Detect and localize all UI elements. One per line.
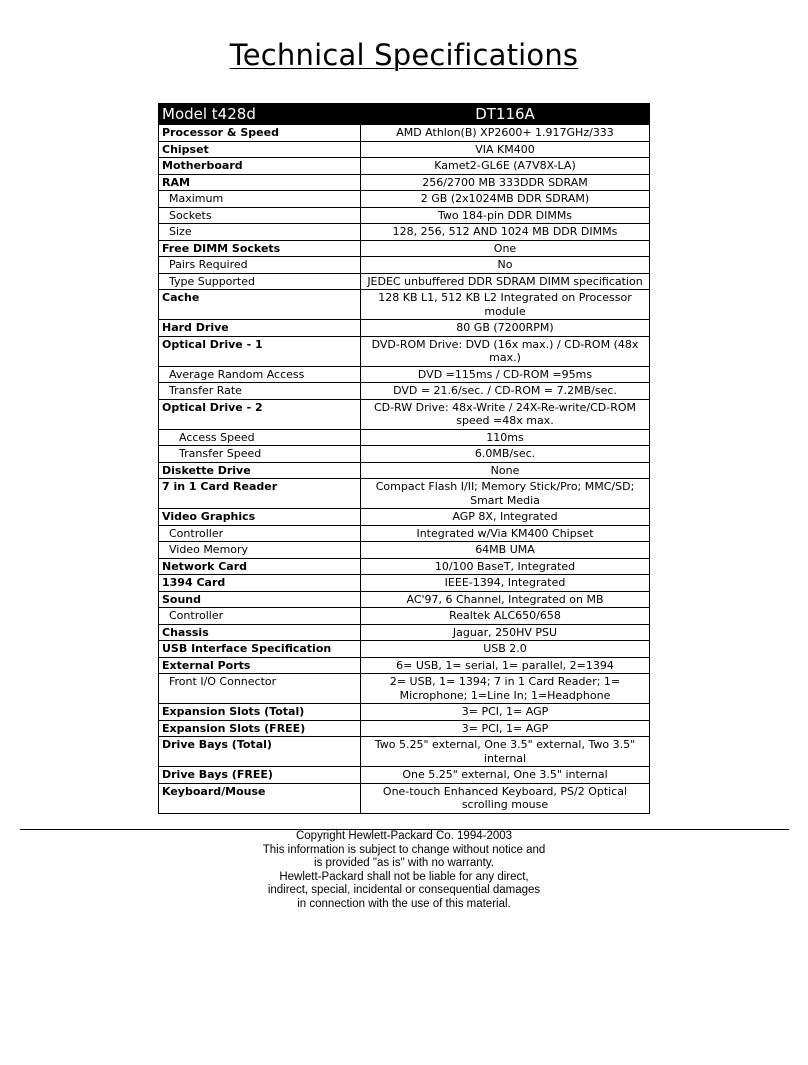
table-row: [159, 224, 650, 241]
table-row: [159, 704, 650, 721]
spec-value: 80 GB (7200RPM): [361, 320, 650, 337]
spec-value: AGP 8X, Integrated: [361, 509, 650, 526]
spec-value: 128 KB L1, 512 KB L2 Integrated on Processor module: [361, 290, 650, 320]
table-row: [159, 767, 650, 784]
spec-value: 2 GB (2x1024MB DDR SDRAM): [361, 191, 650, 208]
page-title: Technical Specifications: [229, 38, 579, 72]
spec-value: 128, 256, 512 AND 1024 MB DDR DIMMs: [361, 224, 650, 241]
spec-label: Access Speed: [159, 429, 361, 446]
spec-label: Optical Drive - 1: [159, 336, 361, 366]
table-row: [159, 366, 650, 383]
spec-label: Optical Drive - 2: [159, 399, 361, 429]
spec-value: Kamet2-GL6E (A7V8X-LA): [361, 158, 650, 175]
table-row: [159, 257, 650, 274]
table-row: [159, 290, 650, 320]
spec-value: One 5.25" external, One 3.5" internal: [361, 767, 650, 784]
table-row: [159, 542, 650, 559]
table-row: [159, 624, 650, 641]
copyright-notice: [0, 830, 808, 911]
spec-label: Sound: [159, 591, 361, 608]
spec-value: DVD = 21.6/sec. / CD-ROM = 7.2MB/sec.: [361, 383, 650, 400]
spec-label: Chipset: [159, 141, 361, 158]
spec-label: Keyboard/Mouse: [159, 783, 361, 813]
spec-label: Average Random Access: [159, 366, 361, 383]
table-row: [159, 720, 650, 737]
table-row: [159, 273, 650, 290]
spec-value: 6.0MB/sec.: [361, 446, 650, 463]
spec-label: Transfer Speed: [159, 446, 361, 463]
model-name: Model t428d: [159, 104, 361, 125]
spec-value: 64MB UMA: [361, 542, 650, 559]
spec-label: Transfer Rate: [159, 383, 361, 400]
table-row: [159, 737, 650, 767]
table-row: [159, 207, 650, 224]
table-row: [159, 240, 650, 257]
spec-value: CD-RW Drive: 48x-Write / 24X-Re-write/CD-ROM speed =48x max.: [361, 399, 650, 429]
table-row: [159, 525, 650, 542]
footer-line: is provided "as is" with no warranty.: [314, 857, 494, 869]
spec-label: 7 in 1 Card Reader: [159, 479, 361, 509]
spec-value: 2= USB, 1= 1394; 7 in 1 Card Reader; 1= Microphone; 1=Line In; 1=Headphone: [361, 674, 650, 704]
footer-line: Copyright Hewlett-Packard Co. 1994-2003: [295, 830, 513, 842]
table-row: [159, 125, 650, 142]
spec-label: Drive Bays (FREE): [159, 767, 361, 784]
spec-label: Cache: [159, 290, 361, 320]
table-row: [159, 336, 650, 366]
spec-value: Two 184-pin DDR DIMMs: [361, 207, 650, 224]
footer-line: indirect, special, incidental or consequential damages: [267, 884, 541, 896]
footer-line: Hewlett-Packard shall not be liable for any direct,: [279, 870, 529, 883]
table-row: [159, 674, 650, 704]
spec-value: VIA KM400: [361, 141, 650, 158]
spec-label: Pairs Required: [159, 257, 361, 274]
table-row: [159, 399, 650, 429]
spec-value: IEEE-1394, Integrated: [361, 575, 650, 592]
table-row: [159, 446, 650, 463]
spec-label: External Ports: [159, 657, 361, 674]
spec-value: 256/2700 MB 333DDR SDRAM: [361, 174, 650, 191]
table-row: [159, 429, 650, 446]
spec-value: AC'97, 6 Channel, Integrated on MB: [361, 591, 650, 608]
spec-label: Controller: [159, 608, 361, 625]
spec-label: Hard Drive: [159, 320, 361, 337]
table-row: [159, 591, 650, 608]
spec-label: Controller: [159, 525, 361, 542]
spec-value: Two 5.25" external, One 3.5" external, Two 3.5" internal: [361, 737, 650, 767]
spec-label: Video Memory: [159, 542, 361, 559]
spec-label: Free DIMM Sockets: [159, 240, 361, 257]
table-row: [159, 320, 650, 337]
spec-label: Type Supported: [159, 273, 361, 290]
spec-label: Diskette Drive: [159, 462, 361, 479]
spec-label: 1394 Card: [159, 575, 361, 592]
spec-label: Sockets: [159, 207, 361, 224]
table-row: [159, 608, 650, 625]
spec-value: USB 2.0: [361, 641, 650, 658]
footer-line: in connection with the use of this material.: [297, 897, 511, 910]
table-row: [159, 509, 650, 526]
table-row: [159, 479, 650, 509]
spec-value: None: [361, 462, 650, 479]
table-row: [159, 462, 650, 479]
table-row: [159, 174, 650, 191]
spec-label: Network Card: [159, 558, 361, 575]
spec-value: Compact Flash I/II; Memory Stick/Pro; MMC/SD; Smart Media: [361, 479, 650, 509]
spec-value: No: [361, 257, 650, 274]
spec-value: AMD Athlon(B) XP2600+ 1.917GHz/333: [361, 125, 650, 142]
table-row: [159, 383, 650, 400]
table-row: [159, 191, 650, 208]
spec-label: Processor & Speed: [159, 125, 361, 142]
spec-value: DVD-ROM Drive: DVD (16x max.) / CD-ROM (48x max.): [361, 336, 650, 366]
spec-label: RAM: [159, 174, 361, 191]
table-row: [159, 783, 650, 813]
spec-label: Drive Bays (Total): [159, 737, 361, 767]
spec-value: 3= PCI, 1= AGP: [361, 720, 650, 737]
spec-value: One: [361, 240, 650, 257]
spec-label: USB Interface Specification: [159, 641, 361, 658]
spec-value: 6= USB, 1= serial, 1= parallel, 2=1394: [361, 657, 650, 674]
table-row: [159, 657, 650, 674]
spec-label: Expansion Slots (FREE): [159, 720, 361, 737]
spec-value: 10/100 BaseT, Integrated: [361, 558, 650, 575]
table-header-row: [159, 104, 650, 125]
table-row: [159, 575, 650, 592]
spec-value: DVD =115ms / CD-ROM =95ms: [361, 366, 650, 383]
table-row: [159, 641, 650, 658]
spec-value: One-touch Enhanced Keyboard, PS/2 Optical scrolling mouse: [361, 783, 650, 813]
spec-label: Expansion Slots (Total): [159, 704, 361, 721]
spec-label: Size: [159, 224, 361, 241]
spec-label: Chassis: [159, 624, 361, 641]
spec-label: Maximum: [159, 191, 361, 208]
table-row: [159, 558, 650, 575]
spec-table-body: [159, 125, 650, 814]
spec-label: Video Graphics: [159, 509, 361, 526]
model-code: DT116A: [361, 104, 650, 125]
spec-value: Jaguar, 250HV PSU: [361, 624, 650, 641]
footer-line: This information is subject to change without notice and: [262, 843, 546, 856]
spec-label: Front I/O Connector: [159, 674, 361, 704]
spec-value: Integrated w/Via KM400 Chipset: [361, 525, 650, 542]
spec-table: [158, 103, 650, 814]
table-row: [159, 141, 650, 158]
spec-value: JEDEC unbuffered DDR SDRAM DIMM specification: [361, 273, 650, 290]
spec-value: 3= PCI, 1= AGP: [361, 704, 650, 721]
spec-value: Realtek ALC650/658: [361, 608, 650, 625]
spec-value: 110ms: [361, 429, 650, 446]
spec-label: Motherboard: [159, 158, 361, 175]
table-row: [159, 158, 650, 175]
